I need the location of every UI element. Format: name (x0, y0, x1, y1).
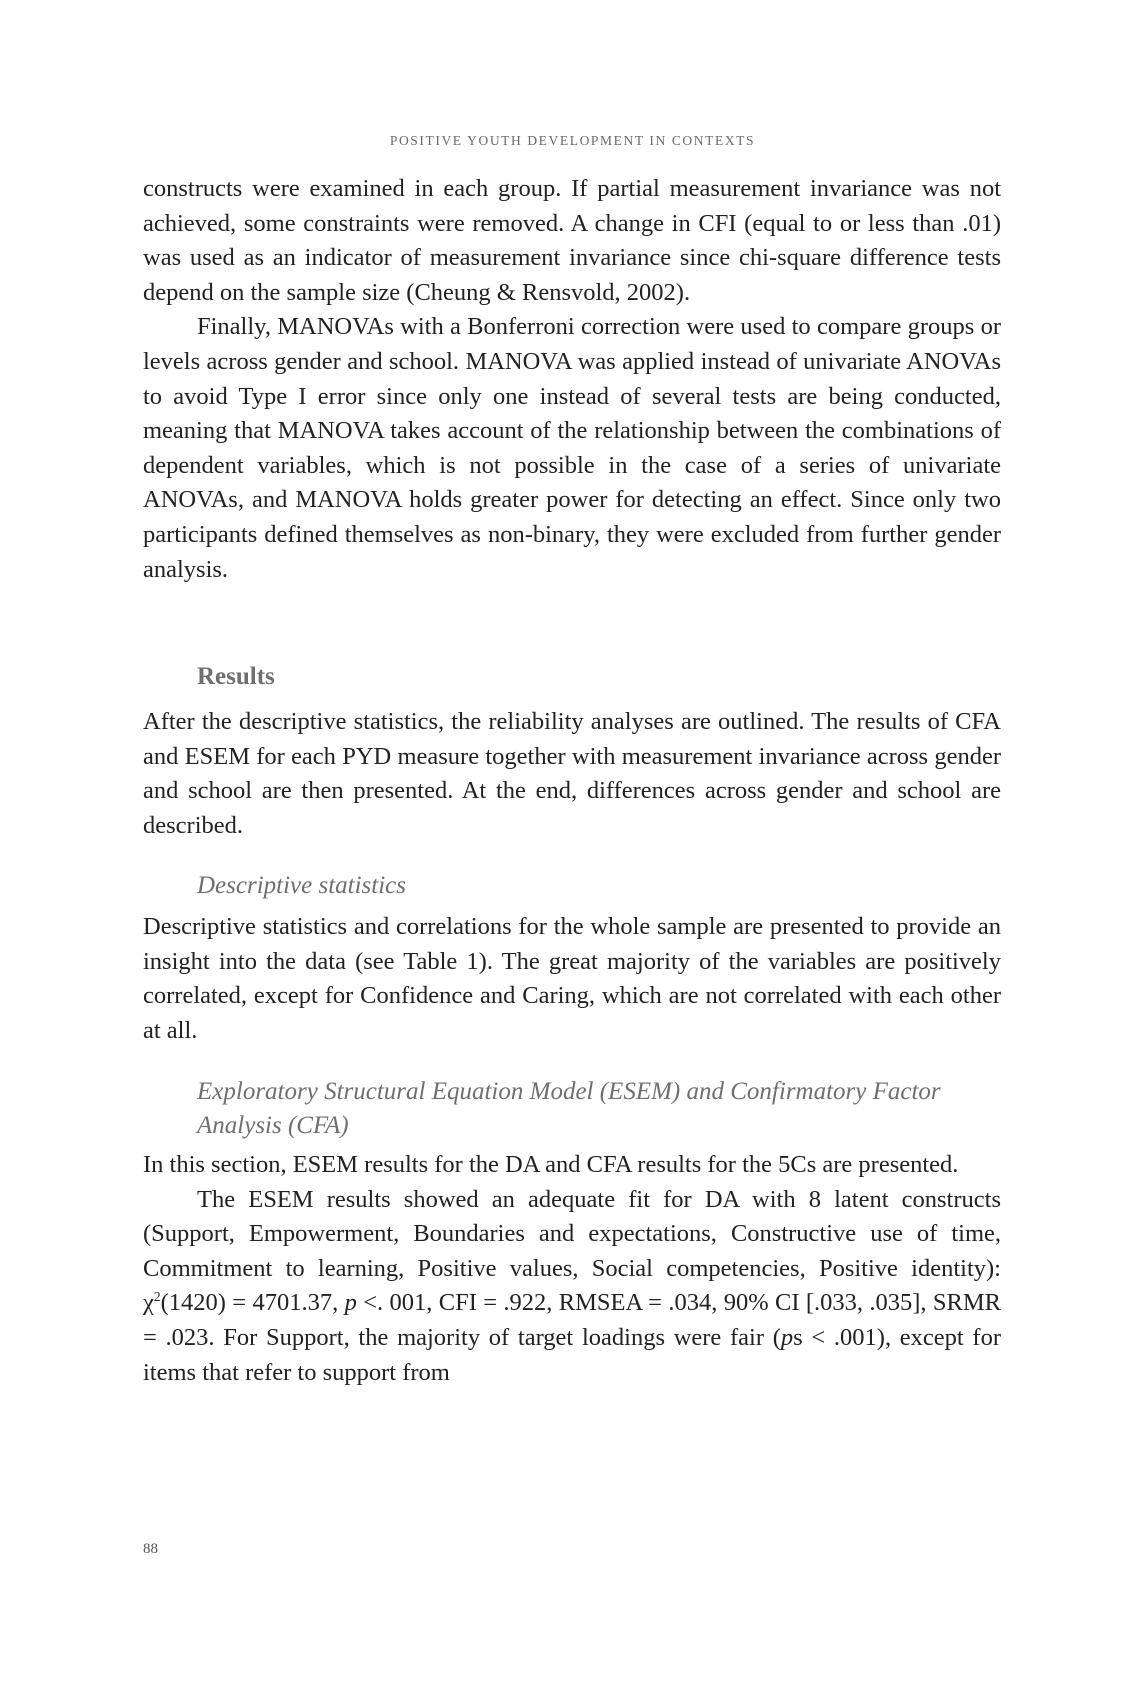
paragraph-results-intro: After the descriptive statistics, the reliability analyses are outlined. The results of CFA and ESEM for each PYD measure together with measurement invariance across gender and school are then presented. At the end, differences across gender and school are described. (143, 708, 1001, 839)
esem-body (143, 1148, 1001, 1390)
esem-cfa-heading: Exploratory Structural Equation Model (ESEM) and Confirmatory Factor Analysis (CFA) (197, 1078, 941, 1139)
section-continuation (143, 172, 1001, 587)
paragraph-esem-intro: In this section, ESEM results for the DA and CFA results for the 5Cs are presented. (143, 1151, 959, 1178)
p-italic: p (344, 1289, 357, 1317)
paragraph-manova: Finally, MANOVAs with a Bonferroni correction were used to compare groups or levels across gender and school. MANOVA was applied instead of univariate ANOVAs to avoid Type I error since only one instead of several tests are being conducted, meaning that MANOVA takes account of the relationship between the combinations of dependent variables, which is not possible in the case of a series of univariate ANOVAs, and MANOVA holds greater power for detecting an effect. Since only two participants defined themselves as non-binary, they were excluded from further gender analysis. (143, 313, 1001, 583)
results-body (143, 705, 1001, 843)
running-head: POSITIVE YOUTH DEVELOPMENT IN CONTEXTS (389, 133, 756, 148)
page-number: 88 (143, 1541, 158, 1557)
descriptive-body (143, 910, 1001, 1048)
esem-text-3: <. 001, CFI = .922, RMSEA = .034, 90% CI [.033, .035], SRMR = .023. For Support, the majority of target loadings were fair ( (143, 1289, 1001, 1351)
paragraph-measurement-invariance: constructs were examined in each group. If partial measurement invariance was not achieved, some constraints were removed. A change in CFI (equal to or less than .01) was used as an indicator of measurement invariance since chi-square difference tests depend on the sample size (Cheung & Rensvold, 2002). (143, 175, 1001, 306)
paragraph-descriptive: Descriptive statistics and correlations for the whole sample are presented to provide an insight into the data (see Table 1). The great majority of the variables are positively correlated, except for Confidence and Caring, which are not correlated with each other at all. (143, 913, 1001, 1044)
results-heading: Results (197, 663, 275, 690)
chi-square-superscript: 2 (153, 1289, 161, 1305)
descriptive-statistics-heading: Descriptive statistics (197, 872, 406, 899)
esem-text-1: The ESEM results showed an adequate fit for DA with 8 latent constructs (Support, Empowerment, Boundaries and expectations, Constructive use of time, Commitment to learning, Positive values, Social competencies, Positive identity): χ (143, 1185, 1001, 1317)
esem-text-2: (1420) = 4701.37, (160, 1289, 345, 1317)
esem-text-4: s < .001), except for items that refer to support from (143, 1323, 1002, 1386)
ps-italic: p (780, 1323, 794, 1351)
paragraph-esem-results (143, 1183, 1001, 1391)
